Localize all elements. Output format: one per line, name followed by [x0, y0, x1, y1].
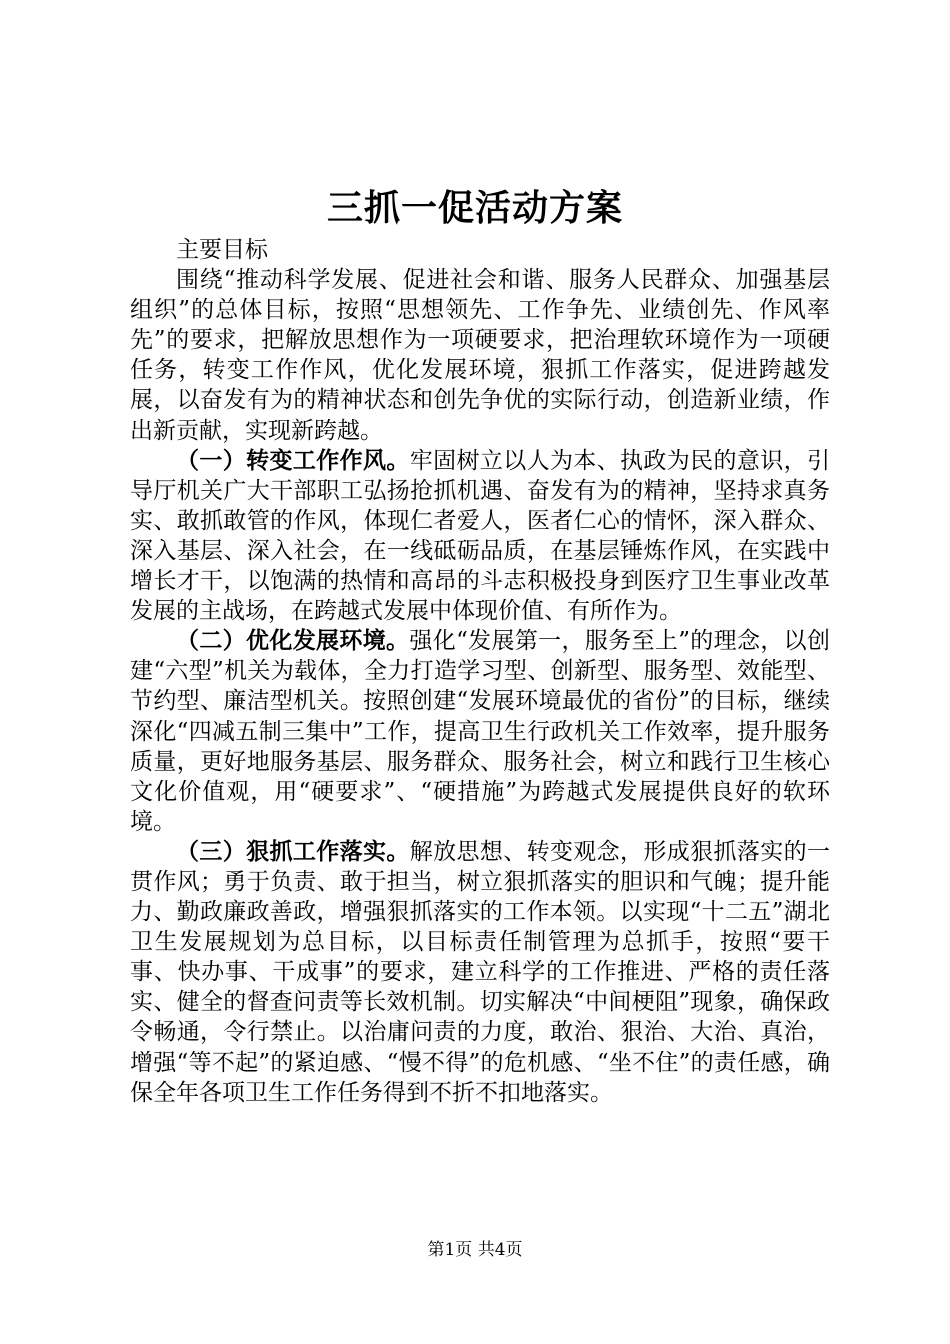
document-body: [130, 235, 830, 1108]
paragraph-text: 主要目标: [176, 237, 268, 263]
section-heading: （二）优化发展环境。: [176, 627, 410, 655]
paragraph-text: 围绕“推动科学发展、促进社会和谐、服务人民群众、加强基层组织”的总体目标，按照“思想领先、工作争先、业绩创先、作风率先”的要求，把解放思想作为一项硬要求，把治理软环境作为一项硬任务，转变工作作风，优化发展环境，狠抓工作落实，促进跨越发展，以奋发有为的精神状态和创先争优的实际行动，创造新业绩，作出新贡献，实现新跨越。: [130, 267, 830, 444]
section-heading: （三）狠抓工作落实。: [176, 837, 410, 865]
paragraph-text: 解放思想、转变观念，形成狠抓落实的一贯作风；勇于负责、敢于担当，树立狠抓落实的胆识和气魄；提升能力、勤政廉政善政，增强狠抓落实的工作本领。以实现“十二五”湖北卫生发展规划为总目标，以目标责任制管理为总抓手，按照“要干事、快办事、干成事”的要求，建立科学的工作推进、严格的责任落实、健全的督查问责等长效机制。切实解决“中间梗阻”现象，确保政令畅通，令行禁止。以治庸问责的力度，敢治、狠治、大治、真治，增强“等不起”的紧迫感、“慢不得”的危机感、“坐不住”的责任感，确保全年各项卫生工作任务得到不折不扣地落实。: [130, 838, 831, 1106]
paragraph-section-1: [130, 446, 830, 627]
paragraph-overview: [130, 265, 830, 446]
page-number-footer: 第1页 共4页: [427, 1240, 523, 1260]
paragraph-text: 强化“发展第一，服务至上”的理念，以创建“六型”机关为载体，全力打造学习型、创新型、服务型、效能型、节约型、廉洁型机关。按照创建“发展环境最优的省份”的目标，继续深化“四减五制三集中”工作，提高卫生行政机关工作效率，提升服务质量，更好地服务基层、服务群众、服务社会，树立和践行卫生核心文化价值观，用“硬要求”、“硬措施”为跨越式发展提供良好的软环境。: [130, 628, 830, 835]
paragraph-section-3: [130, 837, 830, 1108]
paragraph-text: 牢固树立以人为本、执政为民的意识，引导厅机关广大干部职工弘扬抢抓机遇、奋发有为的精神，坚持求真务实、敢抓敢管的作风，体现仁者爱人，医者仁心的情怀，深入群众、深入基层、深入社会，在一线砥砺品质，在基层锤炼作风，在实践中增长才干，以饱满的热情和高昂的斗志积极投身到医疗卫生事业改革发展的主战场，在跨越式发展中体现价值、有所作为。: [130, 447, 831, 625]
paragraph-section-2: [130, 626, 830, 837]
paragraph-goal: [130, 235, 830, 265]
section-heading: （一）转变工作作风。: [176, 446, 410, 474]
document-title: 三抓一促活动方案: [326, 187, 623, 229]
